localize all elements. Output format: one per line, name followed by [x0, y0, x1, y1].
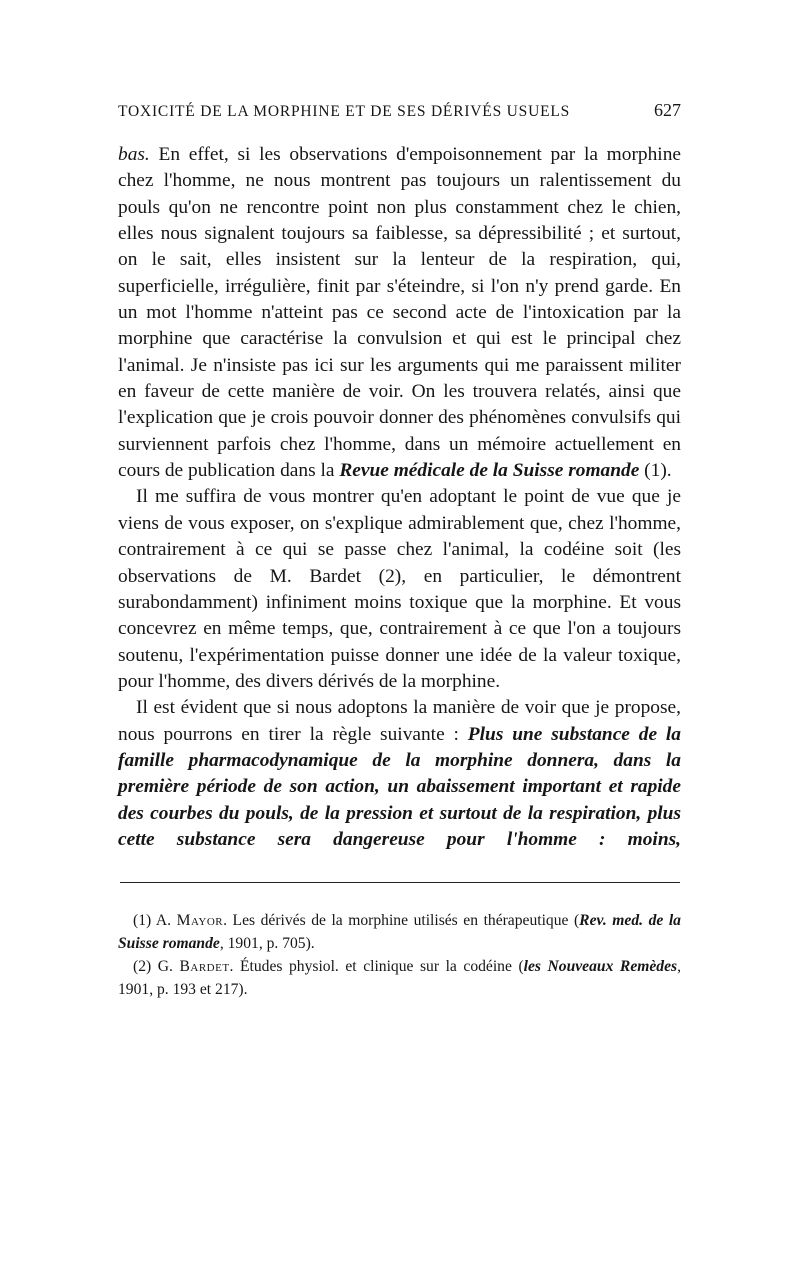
- footnote-divider: [120, 882, 680, 883]
- emphasized-rule: Plus une substance de la famille pharmacodynamique de la morphine donnera, dans la première période de son action, un abaissement important et rapide des courbes du pouls, de la pression et surtout de la respiration, plus cette substance sera dangereuse pour l'homme : moins,: [118, 723, 682, 850]
- body-text: [118, 142, 681, 853]
- footnote-source: les Nouveaux Remèdes: [523, 958, 678, 976]
- footnote-marker: (1) A.: [133, 912, 172, 930]
- footnote-author: Mayor: [176, 912, 224, 930]
- text-run: Il me suffira de vous montrer qu'en adoptant le point de vue que je viens de vous exposer, on s'explique admirablement que, chez l'homme, contrairement à ce qui se passe chez l'animal, la codéine soit (les observations de M. Bardet (2), en particulier, le démontrent surabondamment) infiniment moins toxique que la morphine. Et vous concevrez en même temps, que, contrairement à ce que l'on a toujours soutenu, l'expérimentation puisse donner une idée de la valeur toxique, pour l'homme, des divers dérivés de la morphine.: [118, 486, 681, 692]
- page-number: 627: [654, 100, 681, 120]
- text-run: En effet, si les observations d'empoisonnement par la morphine chez l'homme, ne nous montrent pas toujours un ralentissement du pouls qu'on ne rencontre point non plus constamment chez le chien, elles nous signalent toujours sa faiblesse, sa dépressibilité ; et surtout, on le sait, elles insistent sur la lenteur de la respiration, qui, superficielle, irrégulière, finit par s'éteindre, si l'on n'y prend garde. En un mot l'homme n'atteint pas ce second acte de l'intoxication par la morphine que caractérise la convulsion et qui est le principal chez l'animal. Je n'insiste pas ici sur les arguments qui me paraissent militer en faveur de cette manière de voir. On les trouvera relatés, ainsi que l'explication que je crois pouvoir donner des phénomènes convulsifs qui surviennent parfois chez l'homme, dans un mémoire actuellement en cours de publication dans la: [118, 144, 681, 482]
- text-run: bas.: [118, 144, 150, 165]
- footnote-text: , 1901, p. 193 et 217).: [118, 958, 681, 999]
- footnote-marker: (2) G.: [133, 958, 173, 976]
- footnote-text: . Les dérivés de la morphine utilisés en thérapeutique (: [223, 912, 580, 930]
- footnote-ref: (1).: [639, 460, 672, 482]
- paragraph-2: [118, 484, 681, 695]
- footnote-1: [118, 909, 681, 955]
- text-run: Il est évident que si nous adoptons la manière de voir que je propose, nous pourrons en tirer la règle suivante :: [118, 697, 681, 745]
- paragraph-3: [118, 695, 681, 853]
- running-title: TOXICITÉ DE LA MORPHINE ET DE SES DÉRIVÉS USUELS: [118, 103, 571, 120]
- running-header: [118, 100, 681, 130]
- footnote-text: . Études physiol. et clinique sur la codéine (: [229, 958, 524, 976]
- journal-title: Revue médicale de la Suisse romande: [339, 460, 640, 482]
- document-page: [118, 100, 681, 1001]
- footnote-text: , 1901, p. 705).: [219, 935, 315, 953]
- footnote-2: [118, 955, 681, 1001]
- paragraph-1: [118, 142, 681, 484]
- footnote-source: Rev. med. de la Suisse romande: [118, 912, 681, 953]
- footnote-author: Bardet: [179, 958, 230, 976]
- footnotes: [118, 909, 681, 1001]
